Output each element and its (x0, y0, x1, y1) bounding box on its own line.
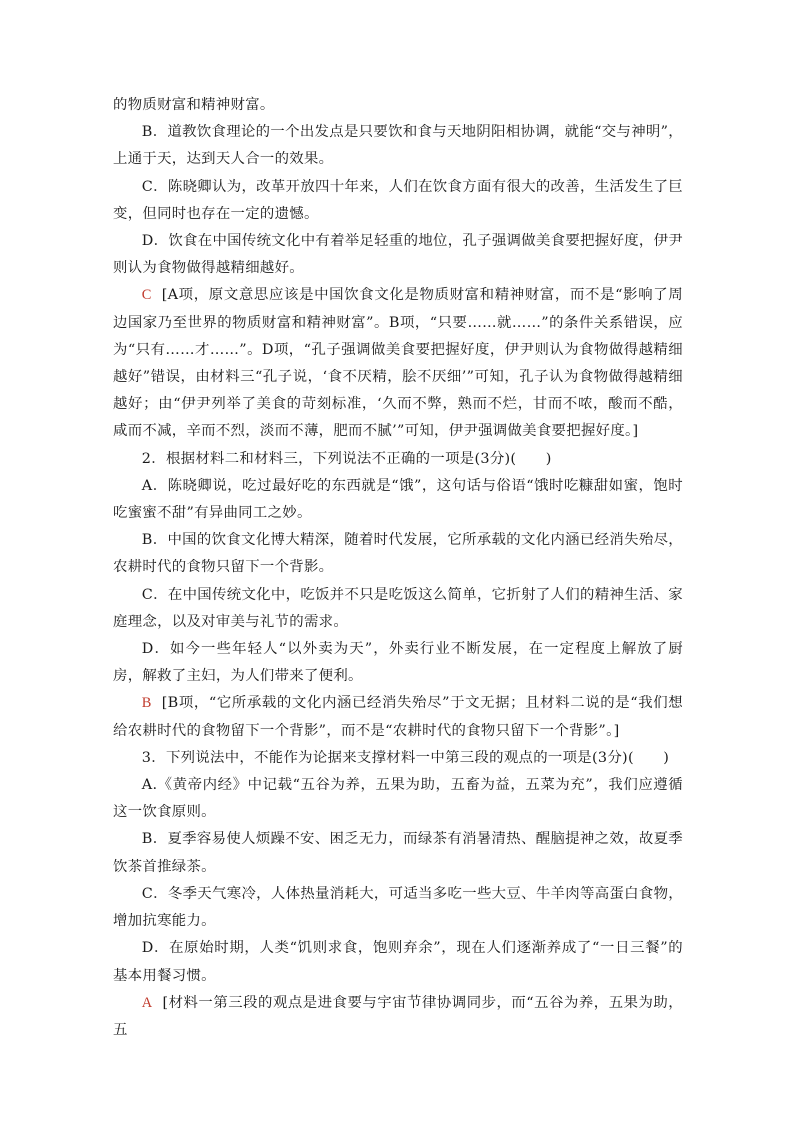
answer-letter: B (141, 695, 152, 712)
answer-letter: A (141, 994, 153, 1011)
document-page (113, 92, 683, 1044)
option-d: D．饮食在中国传统文化中有着举足轻重的地位，孔子强调做美食要把握好度，伊尹则认为食物做得越精细越好。 (113, 233, 683, 277)
option-b: B．中国的饮食文化博大精深，随着时代发展，它所承载的文化内涵已经消失殆尽，农耕时代的食物只留下一个背影。 (113, 532, 683, 576)
option-c: C．陈晓卿认为，改革开放四十年来，人们在饮食方面有很大的改善，生活发生了巨变，但同时也存在一定的遗憾。 (113, 178, 683, 222)
option-d: D．如今一些年轻人“以外卖为天”，外卖行业不断发展，在一定程度上解放了厨房，解救了主妇，为人们带来了便利。 (113, 641, 683, 685)
option-a: A．陈晓卿说，吃过最好吃的东西就是“饿”，这句话与俗语“饿时吃糠甜如蜜，饱时吃蜜蜜不甜”有异曲同工之妙。 (113, 477, 683, 522)
answer-2 (113, 690, 683, 744)
option-d: D．在原始时期，人类“饥则求食，饱则弃余”，现在人们逐渐养成了“一日三餐”的基本用餐习惯。 (113, 940, 683, 984)
answer-explanation: [材料一第三段的观点是进食要与宇宙节律协调同步，而“五谷为养，五果为助，五 (113, 994, 683, 1038)
question-3: 3．下列说法中，不能作为论据来支撑材料一中第三段的观点的一项是(3分)( ) (141, 749, 670, 766)
option-b: B．道教饮食理论的一个出发点是只要饮和食与天地阴阳相协调，就能“交与神明”，上通于天，达到天人合一的效果。 (113, 124, 683, 168)
option-b: B．夏季容易使人烦躁不安、困乏无力，而绿茶有消暑清热、醒脑提神之效，故夏季饮茶首推绿茶。 (113, 831, 683, 875)
text-line: 的物质财富和精神财富。 (113, 97, 275, 113)
answer-1 (113, 282, 683, 445)
answer-letter: C (141, 287, 152, 304)
answer-explanation: [A项，原文意思应该是中国饮食文化是物质财富和精神财富，而不是“影响了周边国家乃至世界的物质财富和精神财富”。B项，“只要……就……”的条件关系错误，应为“只有……才……”。D项，“孔子强调做美食要把握好度，伊尹则认为食物做得越精细越好”错误，由材料三“孔子说，‘食不厌精，脍不厌细’”可知，孔子认为食物做得越精细越好；由“伊尹列举了美食的苛刻标准，‘久而不弊，熟而不烂，甘而不哝，酸而不酷，咸而不减，辛而不烈，淡而不薄，肥而不腻’”可知，伊尹强调做美食要把握好度。] (113, 287, 683, 440)
option-c: C．在中国传统文化中，吃饭并不只是吃饭这么简单，它折射了人们的精神生活、家庭理念，以及对审美与礼节的需求。 (113, 586, 683, 630)
option-a: A.《黄帝内经》中记载“五谷为养，五果为助，五畜为益，五菜为充”，我们应遵循这一饮食原则。 (113, 777, 683, 821)
answer-3 (113, 990, 683, 1044)
answer-explanation: [B项，“它所承载的文化内涵已经消失殆尽”于文无据；且材料二说的是“我们想给农耕时代的食物留下一个背影”，而不是“农耕时代的食物只留下一个背影”。] (113, 695, 683, 739)
option-c: C．冬季天气寒冷，人体热量消耗大，可适当多吃一些大豆、牛羊肉等高蛋白食物，增加抗寒能力。 (113, 885, 683, 930)
question-2: 2．根据材料二和材料三，下列说法不正确的一项是(3分)( ) (141, 450, 552, 467)
